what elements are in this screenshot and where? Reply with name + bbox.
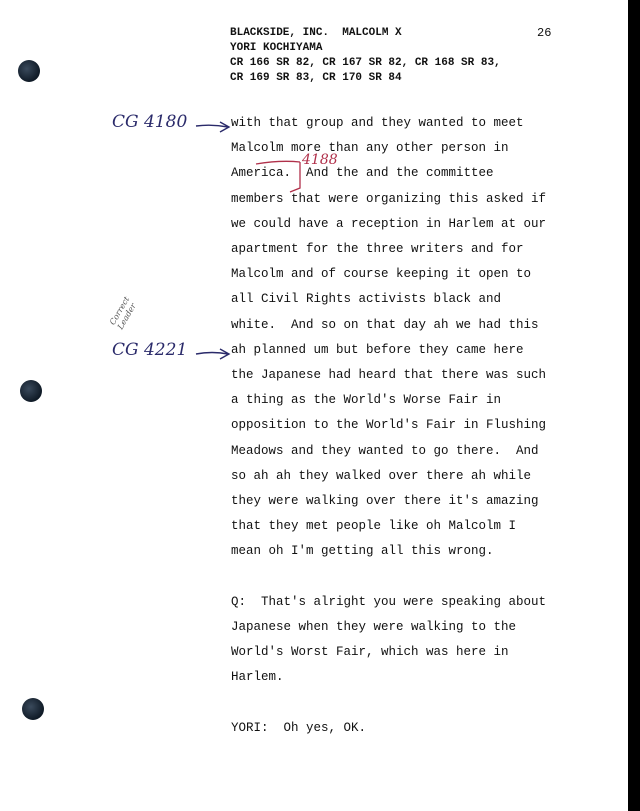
transcript-line: they were walking over there it's amazing xyxy=(231,494,539,508)
header-title: BLACKSIDE, INC. MALCOLM X xyxy=(230,27,402,39)
transcript-line: members that were organizing this asked if xyxy=(231,191,547,206)
transcript-line: we could have a reception in Harlem at our xyxy=(231,216,547,231)
transcript-line: the Japanese had heard that there was such xyxy=(231,368,547,382)
red-timecode-annotation: 4188 xyxy=(302,152,338,168)
transcript-line: that they met people like oh Malcolm I xyxy=(231,519,517,534)
handwritten-code-cg4180: CG 4180 xyxy=(112,112,188,132)
transcript-line: with that group and they wanted to meet xyxy=(231,116,524,130)
transcript-line: all Civil Rights activists black and xyxy=(231,292,502,307)
header-interviewee: YORI KOCHIYAMA xyxy=(230,42,323,54)
transcript-line: Malcolm more than any other person in xyxy=(231,141,509,156)
transcript-line: ah planned um but before they came here xyxy=(231,342,524,357)
scan-border xyxy=(628,0,640,811)
transcript-line: apartment for the three writers and for xyxy=(231,242,524,256)
transcript-line: so ah ah they walked over there ah while xyxy=(231,468,532,483)
handwritten-side-note: Correct Leader xyxy=(108,295,138,331)
transcript-line: a thing as the World's Worse Fair in xyxy=(231,393,502,408)
transcript-line: mean oh I'm getting all this wrong. xyxy=(231,544,494,559)
transcript-line: white. And so on that day ah we had this xyxy=(231,317,539,332)
transcript-line: World's Worst Fair, which was here in xyxy=(231,645,509,660)
transcript-line: Malcolm and of course keeping it open to xyxy=(231,267,532,282)
transcript-line: America. And the and the committee xyxy=(231,166,494,181)
header-reels-2: CR 169 SR 83, CR 170 SR 84 xyxy=(230,72,402,84)
transcript-line: Japanese when they were walking to the xyxy=(231,620,517,634)
header-reels-1: CR 166 SR 82, CR 167 SR 82, CR 168 SR 83, xyxy=(230,57,501,69)
transcript-line: Harlem. xyxy=(231,670,284,685)
transcript-line: Meadows and they wanted to go there. And xyxy=(231,443,539,458)
handwritten-code-cg4221: CG 4221 xyxy=(112,340,188,360)
transcript-line: opposition to the World's Fair in Flushing xyxy=(231,418,547,433)
page-number: 26 xyxy=(537,26,552,40)
transcript-line: Q: That's alright you were speaking about xyxy=(231,594,547,609)
transcript-line: YORI: Oh yes, OK. xyxy=(231,720,367,735)
